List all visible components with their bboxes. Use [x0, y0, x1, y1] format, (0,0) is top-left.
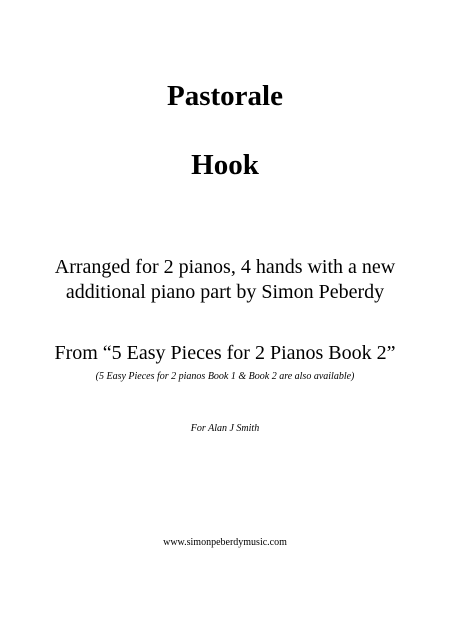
- dedication: For Alan J Smith: [190, 423, 260, 434]
- website-url: www.simonpeberdymusic.com: [163, 537, 287, 548]
- arrangement-line-1: Arranged for 2 pianos, 4 hands with a new: [54, 256, 396, 278]
- arrangement-line-2: additional piano part by Simon Peberdy: [65, 281, 385, 303]
- source-collection: From “5 Easy Pieces for 2 Pianos Book 2”: [54, 342, 396, 364]
- composer-name: Hook: [191, 149, 259, 181]
- piece-title: Pastorale: [167, 80, 283, 112]
- availability-note: (5 Easy Pieces for 2 pianos Book 1 & Book 2 are also available): [95, 371, 355, 382]
